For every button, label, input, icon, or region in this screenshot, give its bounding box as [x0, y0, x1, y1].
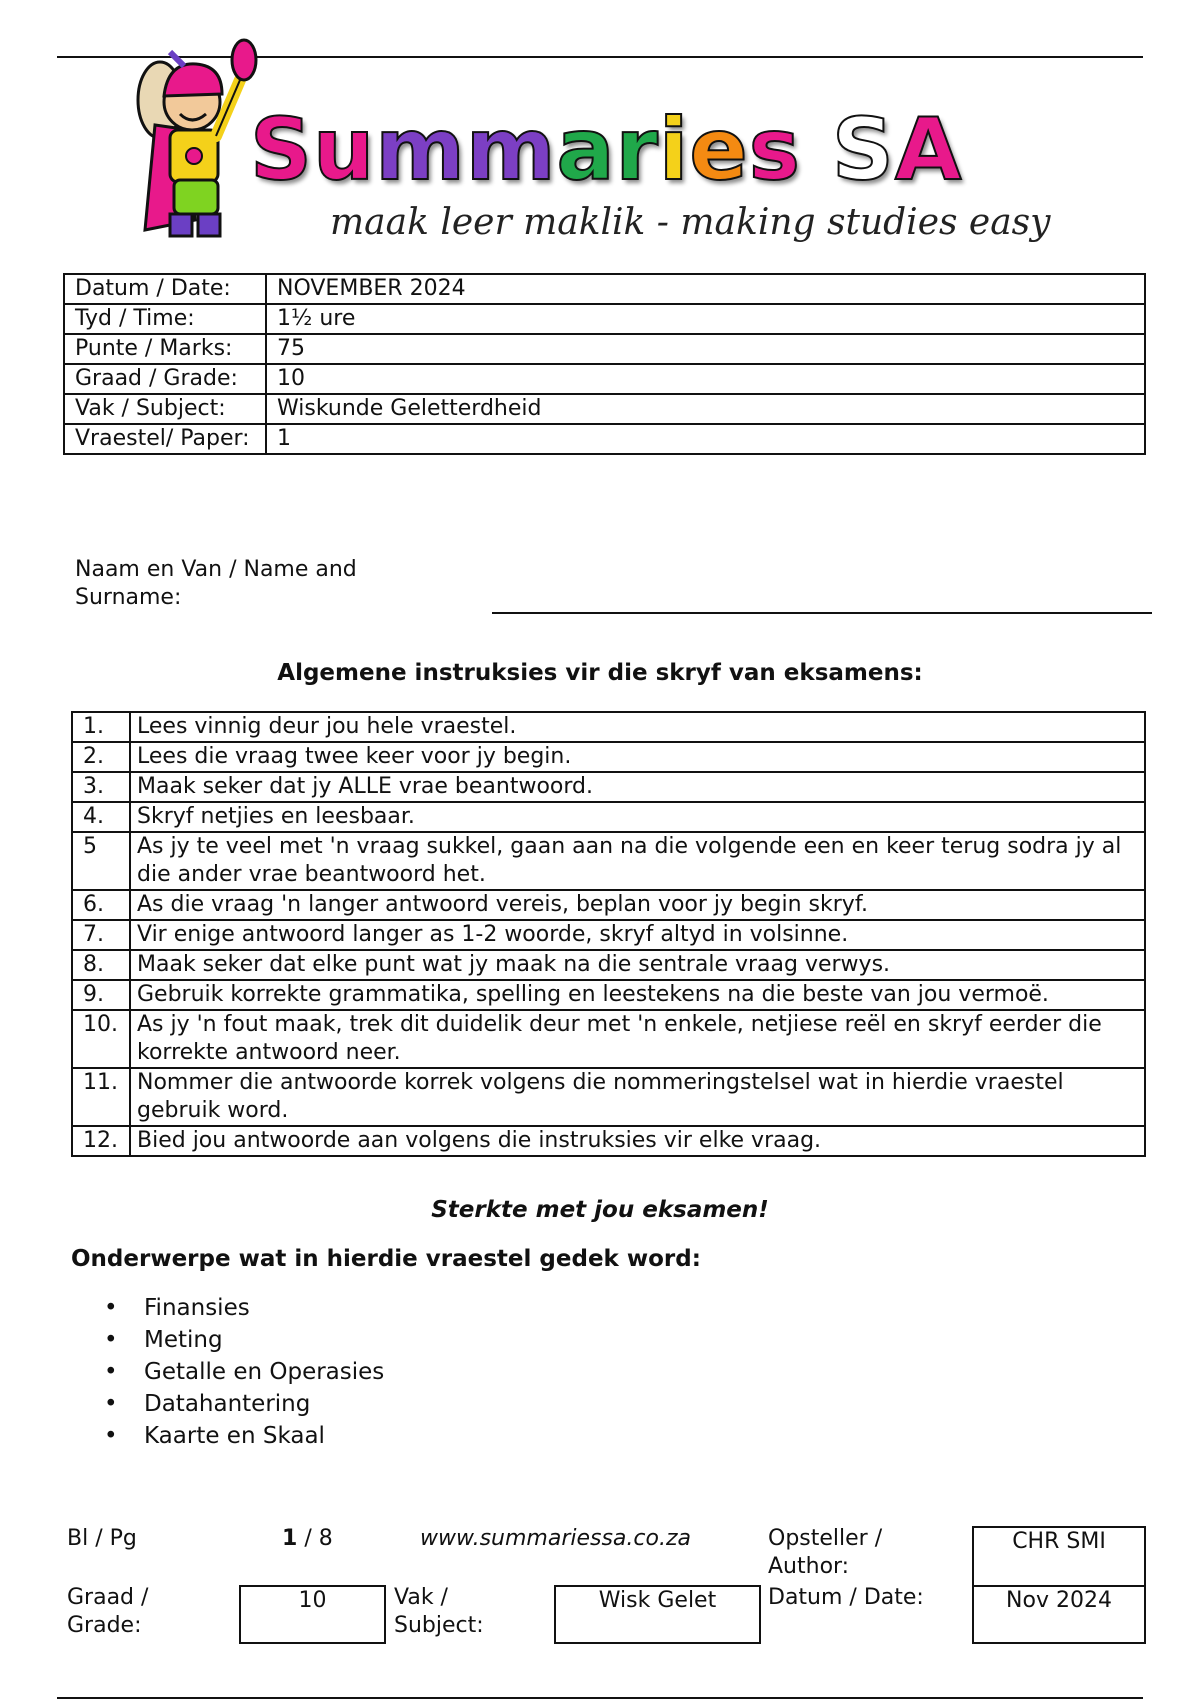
footer-grade-label: Graad / Grade:: [67, 1585, 149, 1638]
topics-heading: Onderwerpe wat in hierdie vraestel gedek word:: [71, 1246, 701, 1272]
instruction-row: [72, 920, 1145, 950]
info-label: Datum / Date:: [64, 274, 266, 304]
bottom-rule: [57, 1697, 1143, 1699]
instruction-text: Skryf netjies en leesbaar.: [130, 802, 1145, 832]
instruction-number: 4.: [72, 802, 130, 832]
name-input-line[interactable]: [492, 612, 1152, 614]
instruction-text: Lees die vraag twee keer voor jy begin.: [130, 742, 1145, 772]
instruction-row: [72, 832, 1145, 890]
instruction-text: Maak seker dat elke punt wat jy maak na die sentrale vraag verwys.: [130, 950, 1145, 980]
instruction-text: As die vraag 'n langer antwoord vereis, beplan voor jy begin skryf.: [130, 890, 1145, 920]
topic-item: • Getalle en Operasies: [104, 1356, 384, 1388]
footer-website: www.summariessa.co.za: [420, 1526, 691, 1551]
info-value: 75: [266, 334, 1145, 364]
footer-author-value: CHR SMI: [1012, 1529, 1106, 1554]
instruction-number: 6.: [72, 890, 130, 920]
instruction-number: 11.: [72, 1068, 130, 1126]
footer-date-value: Nov 2024: [1006, 1588, 1112, 1613]
instruction-number: 2.: [72, 742, 130, 772]
info-row: [64, 274, 1145, 304]
logo: [130, 30, 1090, 265]
info-value: 10: [266, 364, 1145, 394]
instructions-table: [71, 711, 1146, 1157]
instruction-row: [72, 1126, 1145, 1156]
instruction-text: Nommer die antwoorde korrek volgens die nommeringstelsel wat in hierdie vraestel gebruik word.: [130, 1068, 1145, 1126]
instruction-number: 7.: [72, 920, 130, 950]
instruction-row: [72, 1010, 1145, 1068]
instruction-number: 3.: [72, 772, 130, 802]
info-label: Vraestel/ Paper:: [64, 424, 266, 454]
footer-subject-label: Vak / Subject:: [394, 1585, 484, 1638]
footer-page-number: [282, 1525, 333, 1553]
instruction-number: 9.: [72, 980, 130, 1010]
instruction-number: 10.: [72, 1010, 130, 1068]
instruction-number: 8.: [72, 950, 130, 980]
topic-item: • Kaarte en Skaal: [104, 1420, 384, 1452]
info-value: NOVEMBER 2024: [266, 274, 1145, 304]
instruction-text: Vir enige antwoord langer as 1-2 woorde, skryf altyd in volsinne.: [130, 920, 1145, 950]
footer-page-current: 1: [282, 1526, 298, 1551]
instruction-number: 12.: [72, 1126, 130, 1156]
footer-date-box: [972, 1585, 1146, 1644]
footer-subject-box: [554, 1585, 761, 1644]
instruction-row: [72, 802, 1145, 832]
brand-tagline: maak leer maklik - making studies easy: [330, 202, 1051, 243]
instruction-text: As jy te veel met 'n vraag sukkel, gaan aan na die volgende een en keer terug sodra jy al die ander vrae beantwoord het.: [130, 832, 1145, 890]
info-label: Vak / Subject:: [64, 394, 266, 424]
footer-page-label: Bl / Pg: [67, 1526, 137, 1551]
topic-item: • Finansies: [104, 1292, 384, 1324]
footer-grade-box: [239, 1585, 386, 1644]
info-label: Tyd / Time:: [64, 304, 266, 334]
name-label: Naam en Van / Name and Surname:: [75, 557, 357, 610]
info-value: 1½ ure: [266, 304, 1145, 334]
instruction-number: 5: [72, 832, 130, 890]
instruction-text: Maak seker dat jy ALLE vrae beantwoord.: [130, 772, 1145, 802]
info-row: [64, 364, 1145, 394]
instruction-text: Bied jou antwoorde aan volgens die instruksies vir elke vraag.: [130, 1126, 1145, 1156]
footer-grade-value: 10: [298, 1588, 327, 1613]
mascot-illustration: [130, 30, 265, 260]
instruction-row: [72, 950, 1145, 980]
instruction-row: [72, 712, 1145, 742]
brand-title: Summaries SA: [250, 100, 963, 200]
footer-author-box: [972, 1526, 1146, 1587]
info-row: [64, 334, 1145, 364]
instruction-text: As jy 'n fout maak, trek dit duidelik deur met 'n enkele, netjiese reël en skryf eerder die korrekte antwoord neer.: [130, 1010, 1145, 1068]
exam-info-table: [63, 273, 1146, 455]
instruction-text: Lees vinnig deur jou hele vraestel.: [130, 712, 1145, 742]
instruction-text: Gebruik korrekte grammatika, spelling en leestekens na die beste van jou vermoë.: [130, 980, 1145, 1010]
info-row: [64, 424, 1145, 454]
topics-list: [104, 1292, 384, 1452]
info-value: 1: [266, 424, 1145, 454]
instruction-row: [72, 1068, 1145, 1126]
instruction-row: [72, 980, 1145, 1010]
footer-author-label: Opsteller / Author:: [768, 1526, 883, 1579]
instructions-heading: Algemene instruksies vir die skryf van eksamens:: [277, 660, 923, 686]
footer-date-label: Datum / Date:: [768, 1585, 924, 1610]
info-row: [64, 304, 1145, 334]
footer-subject-value: Wisk Gelet: [598, 1588, 717, 1613]
topic-item: • Datahantering: [104, 1388, 384, 1420]
instruction-row: [72, 772, 1145, 802]
info-row: [64, 394, 1145, 424]
footer-page-total: / 8: [304, 1526, 333, 1551]
info-label: Punte / Marks:: [64, 334, 266, 364]
info-value: Wiskunde Geletterdheid: [266, 394, 1145, 424]
good-luck-text: Sterkte met jou eksamen!: [431, 1197, 769, 1223]
info-label: Graad / Grade:: [64, 364, 266, 394]
topic-item: • Meting: [104, 1324, 384, 1356]
instruction-number: 1.: [72, 712, 130, 742]
instruction-row: [72, 890, 1145, 920]
instruction-row: [72, 742, 1145, 772]
